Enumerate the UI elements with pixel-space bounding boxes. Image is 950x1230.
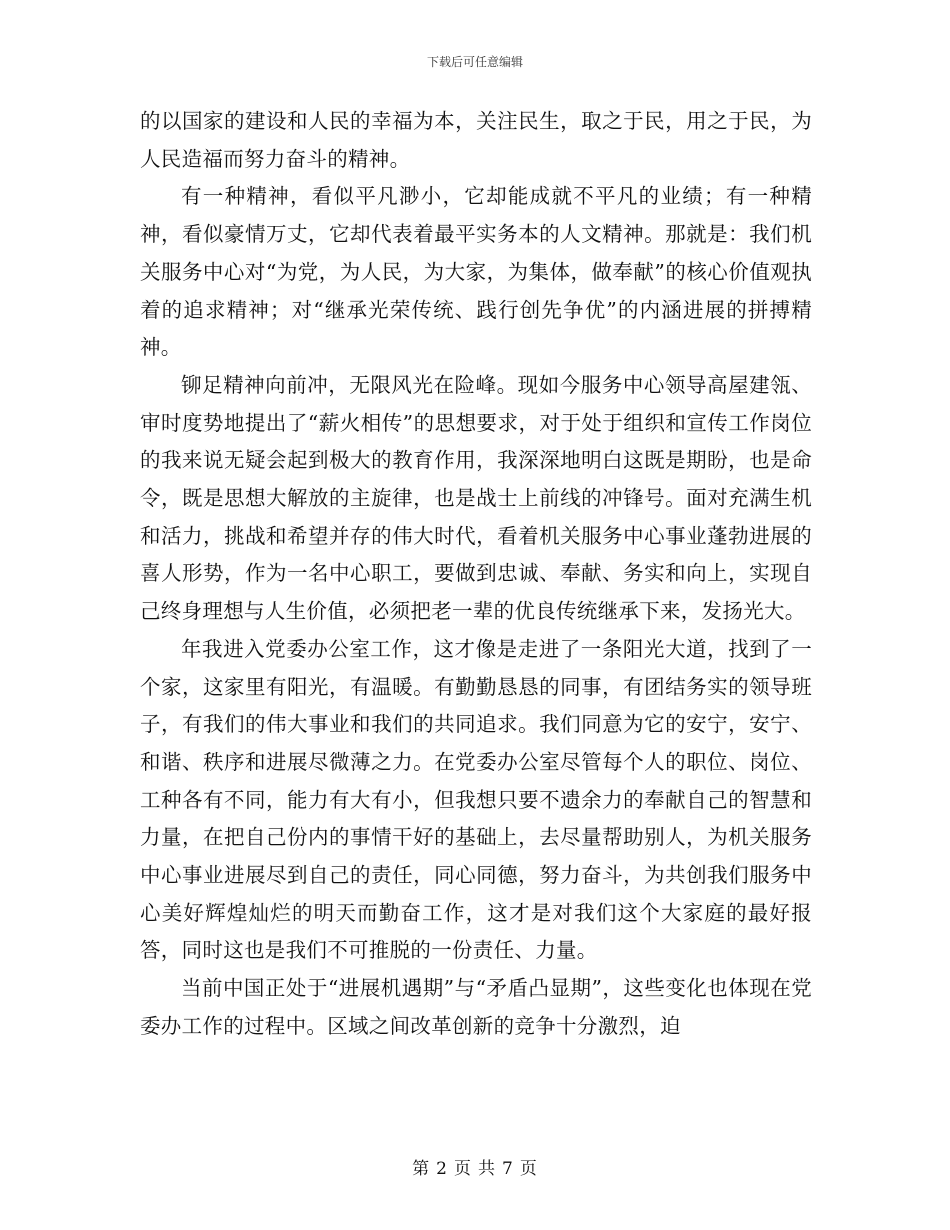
footer-total-prefix: 共	[478, 1159, 496, 1179]
page-header-note: 下载后可任意编辑	[426, 55, 523, 69]
paragraph-4: 年我进入党委办公室工作，这才像是走进了一条阳光大道，找到了一个家，这家里有阳光，有温暖。有勤勤恳恳的同事，有团结务实的领导班子，有我们的伟大事业和我们的共同追求。我们同意为它的安宁，安宁、和谐、秩序和进展尽微薄之力。在党委办公室尽管每个人的职位、岗位、工种各有不同，能力有大有小，但我想只要不遗余力的奉献自己的智慧和力量，在把自己份内的事情干好的基础上，去尽量帮助别人，为机关服务中心事业进展尽到自己的责任，同心同德，努力奋斗，为共创我们服务中心美好辉煌灿烂的明天而勤奋工作，这才是对我们这个大家庭的最好报答，同时这也是我们不可推脱的一份责任、力量。	[140, 636, 812, 963]
footer-current-page: 2	[436, 1159, 448, 1179]
page-footer	[0, 1158, 950, 1180]
footer-prefix: 第	[412, 1159, 431, 1179]
paragraph-3: 铆足精神向前冲，无限风光在险峰。现如今服务中心领导高屋建瓴、审时度势地提出了“薪火相传”的思想要求，对于处于组织和宣传工作岗位的我来说无疑会起到极大的教育作用，我深深地明白这既是期盼，也是命令，既是思想大解放的主旋律，也是战士上前线的冲锋号。面对充满生机和活力，挑战和希望并存的伟大时代，看着机关服务中心事业蓬勃进展的喜人形势，作为一名中心职工，要做到忠诚、奉献、务实和向上，实现自己终身理想与人生价值，必须把老一辈的优良传统继承下来，发扬光大。	[140, 372, 812, 624]
document-body	[140, 103, 812, 1046]
paragraph-2: 有一种精神，看似平凡渺小，它却能成就不平凡的业绩；有一种精神，看似豪情万丈，它却代表着最平实务本的人文精神。那就是：我们机关服务中心对“为党，为人民，为大家，为集体，做奉献”的核心价值观执着的追求精神；对“继承光荣传统、践行创先争优”的内涵进展的拼搏精神。	[140, 184, 812, 360]
footer-page-word: 页	[454, 1159, 472, 1179]
footer-total-pages: 7	[502, 1159, 514, 1179]
paragraph-1: 的以国家的建设和人民的幸福为本，关注民生，取之于民，用之于民，为人民造福而努力奋斗的精神。	[140, 109, 812, 171]
paragraph-5: 当前中国正处于“进展机遇期”与“矛盾凸显期”，这些变化也体现在党委办工作的过程中。区域之间改革创新的竞争十分激烈，迫	[140, 976, 812, 1038]
footer-suffix: 页	[519, 1159, 538, 1179]
